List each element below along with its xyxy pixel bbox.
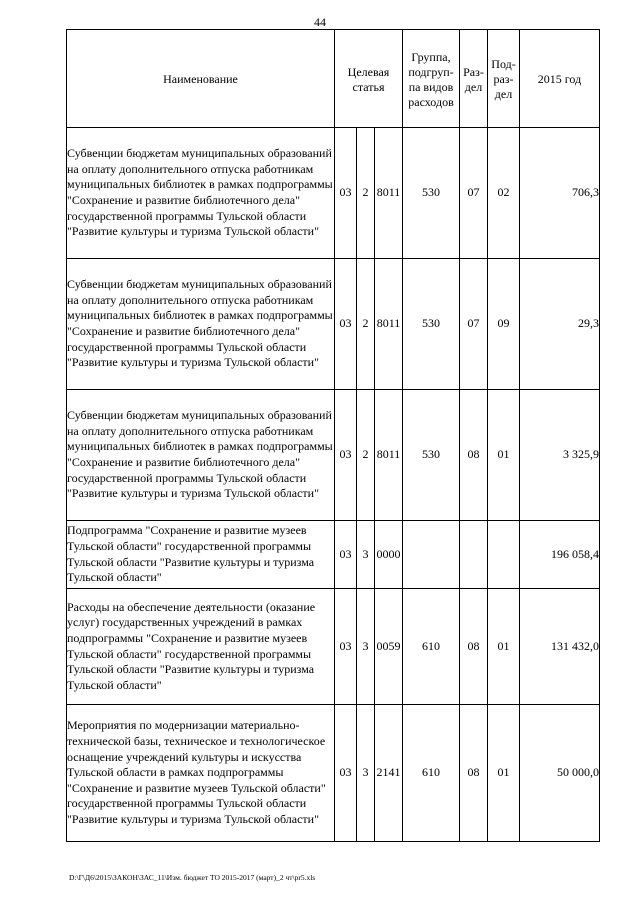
row-subsection: 01 bbox=[488, 390, 520, 521]
row-amount: 50 000,0 bbox=[520, 705, 600, 842]
row-name: Субвенции бюджетам муниципальных образований на оплату дополнительного отпуска работникам муниципальных библиотек в рамках подпрограммы "Сохранение и развитие библиотечного дела" государственной программы Тульской области "Развитие культуры и туризма Тульской области" bbox=[67, 390, 335, 521]
row-amount: 196 058,4 bbox=[520, 521, 600, 589]
row-code-program: 03 bbox=[335, 259, 357, 390]
row-section bbox=[460, 521, 488, 589]
row-amount: 131 432,0 bbox=[520, 589, 600, 705]
row-group: 530 bbox=[403, 390, 460, 521]
row-section: 08 bbox=[460, 705, 488, 842]
file-path-footer: D:\Г\Д6\2015\ЗАКОН\ЗАС_11\Изм. бюджет ТО 2015-2017 (март)_2 чт\pr5.xls bbox=[69, 873, 316, 882]
header-name: Наименование bbox=[67, 30, 335, 128]
row-subsection: 01 bbox=[488, 705, 520, 842]
row-code-item: 2141 bbox=[375, 705, 403, 842]
row-code-subprogram: 3 bbox=[357, 521, 375, 589]
table-row bbox=[67, 259, 600, 390]
row-amount: 3 325,9 bbox=[520, 390, 600, 521]
row-section: 07 bbox=[460, 259, 488, 390]
header-year: 2015 год bbox=[520, 30, 600, 128]
row-code-item: 8011 bbox=[375, 259, 403, 390]
table-row bbox=[67, 705, 600, 842]
row-name: Субвенции бюджетам муниципальных образований на оплату дополнительного отпуска работникам муниципальных библиотек в рамках подпрограммы "Сохранение и развитие библиотечного дела" государственной программы Тульской области "Развитие культуры и туризма Тульской области" bbox=[67, 128, 335, 259]
table-row bbox=[67, 128, 600, 259]
row-amount: 706,3 bbox=[520, 128, 600, 259]
row-name: Мероприятия по модернизации материально-технической базы, техническое и технологическое оснащение учреждений культуры и искусства Тульской области в рамках подпрограммы "Сохранение и развитие музеев Тульской области" государственной программы Тульской области "Развитие культуры и туризма Тульской области" bbox=[67, 705, 335, 842]
row-code-subprogram: 3 bbox=[357, 705, 375, 842]
header-group: Группа, подгруп-па видов расходов bbox=[403, 30, 460, 128]
table-row bbox=[67, 521, 600, 589]
row-subsection bbox=[488, 521, 520, 589]
table-row bbox=[67, 390, 600, 521]
row-code-program: 03 bbox=[335, 521, 357, 589]
row-group: 530 bbox=[403, 128, 460, 259]
row-code-item: 8011 bbox=[375, 128, 403, 259]
row-name: Подпрограмма "Сохранение и развитие музеев Тульской области" государственной программы Тульской области "Развитие культуры и туризма Тульской области" bbox=[67, 521, 335, 589]
row-name: Расходы на обеспечение деятельности (оказание услуг) государственных учреждений в рамках подпрограммы "Сохранение и развитие музеев Тульской области" государственной программы Тульской области "Развитие культуры и туризма Тульской области" bbox=[67, 589, 335, 705]
row-code-subprogram: 3 bbox=[357, 589, 375, 705]
row-subsection: 01 bbox=[488, 589, 520, 705]
row-name: Субвенции бюджетам муниципальных образований на оплату дополнительного отпуска работникам муниципальных библиотек в рамках подпрограммы "Сохранение и развитие библиотечного дела" государственной программы Тульской области "Развитие культуры и туризма Тульской области" bbox=[67, 259, 335, 390]
row-subsection: 02 bbox=[488, 128, 520, 259]
row-subsection: 09 bbox=[488, 259, 520, 390]
row-code-program: 03 bbox=[335, 705, 357, 842]
budget-table bbox=[66, 29, 600, 842]
row-code-item: 8011 bbox=[375, 390, 403, 521]
page-number: 44 bbox=[314, 15, 326, 29]
row-group bbox=[403, 521, 460, 589]
table-row bbox=[67, 589, 600, 705]
row-group: 610 bbox=[403, 705, 460, 842]
row-code-subprogram: 2 bbox=[357, 259, 375, 390]
row-code-program: 03 bbox=[335, 128, 357, 259]
row-code-item: 0059 bbox=[375, 589, 403, 705]
row-section: 08 bbox=[460, 589, 488, 705]
row-code-item: 0000 bbox=[375, 521, 403, 589]
row-group: 530 bbox=[403, 259, 460, 390]
header-subsection: Под-раз-дел bbox=[488, 30, 520, 128]
header-target-article: Целевая статья bbox=[335, 30, 403, 128]
row-code-program: 03 bbox=[335, 589, 357, 705]
row-section: 08 bbox=[460, 390, 488, 521]
table-header-row bbox=[67, 30, 600, 128]
header-section: Раз-дел bbox=[460, 30, 488, 128]
row-group: 610 bbox=[403, 589, 460, 705]
row-code-subprogram: 2 bbox=[357, 390, 375, 521]
row-amount: 29,3 bbox=[520, 259, 600, 390]
row-code-subprogram: 2 bbox=[357, 128, 375, 259]
row-code-program: 03 bbox=[335, 390, 357, 521]
row-section: 07 bbox=[460, 128, 488, 259]
